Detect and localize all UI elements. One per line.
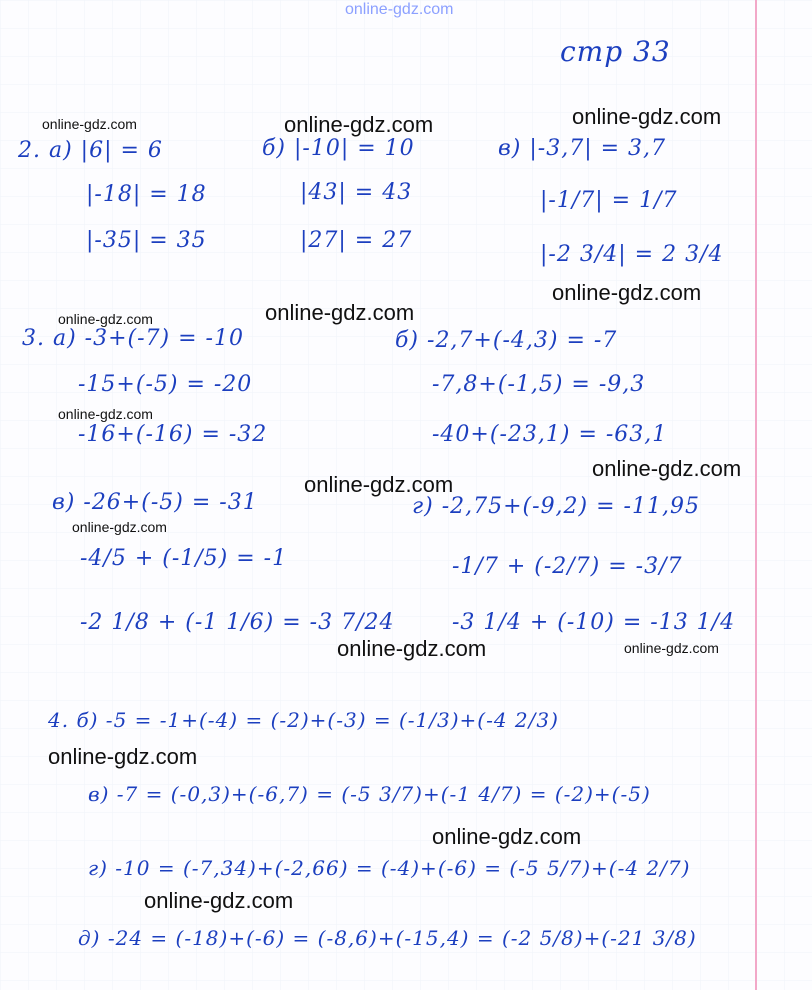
watermark: online-gdz.com [592, 456, 742, 481]
watermark: online-gdz.com [265, 300, 415, 325]
task3-b-line2: -7,8+(-1,5) = -9,3 [432, 372, 646, 397]
watermark: online-gdz.com [144, 888, 294, 913]
watermark: online-gdz.com [572, 104, 722, 129]
task3-a-line2: -15+(-5) = -20 [78, 372, 253, 397]
page-number: стр 33 [560, 35, 671, 68]
task3-a-line3: -16+(-16) = -32 [78, 422, 268, 447]
watermark: online-gdz.com [432, 824, 582, 849]
task4-g-line: г) -10 = (-7,34)+(-2,66) = (-4)+(-6) = (-5 5/7)+(-4 2/7) [88, 856, 691, 880]
task2-a-line2: |-18| = 18 [86, 182, 207, 207]
watermark-top[interactable]: online-gdz.com [345, 1, 454, 18]
task2-v-line3: |-2 3/4| = 2 3/4 [540, 242, 724, 267]
watermark: online-gdz.com [624, 640, 719, 656]
task2-b-line2: |43| = 43 [300, 180, 413, 205]
task3-a-line1: 3. а) -3+(-7) = -10 [22, 326, 244, 351]
task4-b-line: 4. б) -5 = -1+(-4) = (-2)+(-3) = (-1/3)+(-4 2/3) [48, 708, 559, 732]
watermark: online-gdz.com [304, 472, 454, 497]
task3-v-line3: -2 1/8 + (-1 1/6) = -3 7/24 [80, 610, 395, 635]
watermark: online-gdz.com [42, 116, 137, 132]
margin-line [755, 0, 757, 990]
task2-v-line2: |-1/7| = 1/7 [540, 188, 678, 213]
task3-g-line3: -3 1/4 + (-10) = -13 1/4 [452, 610, 736, 635]
watermark: online-gdz.com [337, 636, 487, 661]
task3-v-line2: -4/5 + (-1/5) = -1 [80, 546, 288, 571]
task2-a-line3: |-35| = 35 [86, 228, 207, 253]
task2-b-line3: |27| = 27 [300, 228, 413, 253]
task3-b-line1: б) -2,7+(-4,3) = -7 [395, 328, 618, 353]
watermark: online-gdz.com [58, 406, 153, 422]
task2-b-line1: б) |-10| = 10 [262, 136, 415, 161]
watermark: online-gdz.com [72, 519, 167, 535]
task2-a-line1: 2. а) |6| = 6 [18, 138, 163, 163]
watermark: online-gdz.com [552, 280, 702, 305]
watermark: online-gdz.com [58, 311, 153, 327]
task3-g-line1: г) -2,75+(-9,2) = -11,95 [412, 494, 700, 519]
task4-d-line: д) -24 = (-18)+(-6) = (-8,6)+(-15,4) = (-2 5/8)+(-21 3/8) [78, 926, 697, 950]
task2-v-line1: в) |-3,7| = 3,7 [498, 136, 667, 161]
task3-g-line2: -1/7 + (-2/7) = -3/7 [452, 554, 683, 579]
watermark: online-gdz.com [284, 112, 434, 137]
watermark: online-gdz.com [48, 744, 198, 769]
task3-v-line1: в) -26+(-5) = -31 [52, 490, 258, 515]
task3-b-line3: -40+(-23,1) = -63,1 [432, 422, 668, 447]
task4-v-line: в) -7 = (-0,3)+(-6,7) = (-5 3/7)+(-1 4/7) = (-2)+(-5) [88, 782, 651, 806]
